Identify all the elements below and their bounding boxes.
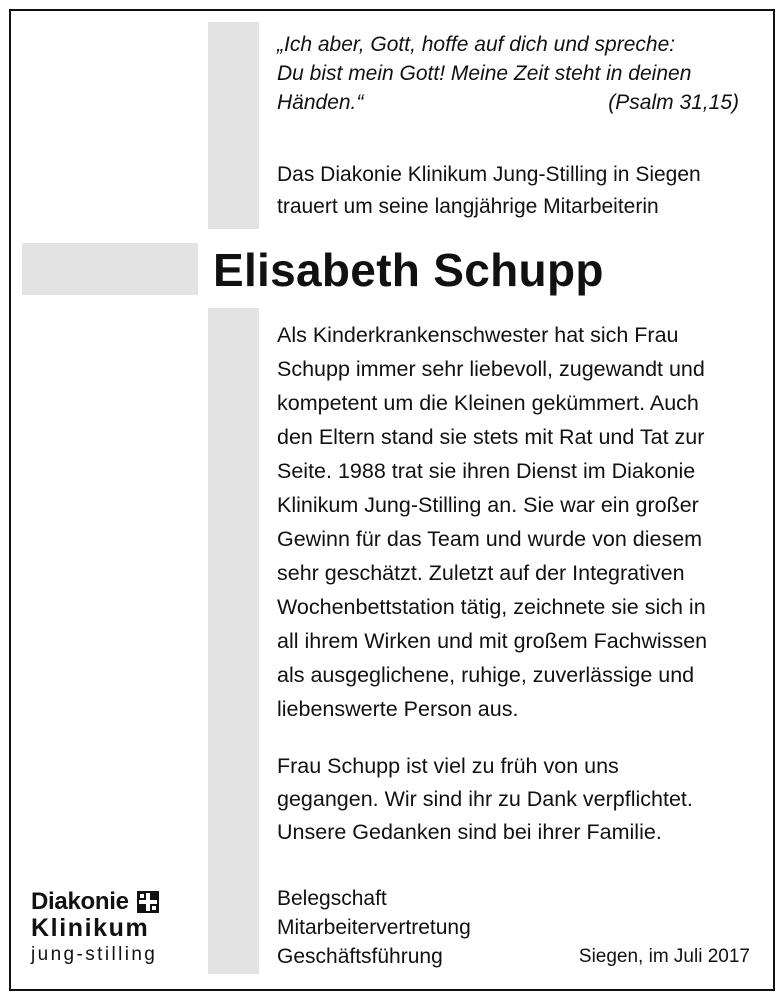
cross-bottom-bar: [208, 308, 259, 974]
psalm-line: Du bist mein Gott! Meine Zeit steht in deinen: [277, 62, 692, 85]
diakonie-cross-icon: [137, 891, 159, 913]
tribute-line: als ausgeglichene, ruhige, zuverlässige und: [277, 663, 695, 687]
tribute-line: Klinikum Jung-Stilling an. Sie war ein großer: [277, 493, 699, 517]
tribute-line: liebenswerte Person aus.: [277, 697, 519, 721]
tribute-text: [277, 318, 767, 726]
tribute-line: Als Kinderkrankenschwester hat sich Frau: [277, 323, 679, 347]
closing-line: gegangen. Wir sind ihr zu Dank verpflichtet.: [277, 787, 693, 811]
tribute-line: sehr geschätzt. Zuletzt auf der Integrativen: [277, 561, 685, 585]
signatory: Belegschaft: [277, 887, 387, 910]
signatory: Mitarbeitervertretung: [277, 916, 471, 939]
intro-line: trauert um seine langjährige Mitarbeiterin: [277, 195, 659, 218]
cross-left-bar: [22, 243, 198, 295]
intro-line: Das Diakonie Klinikum Jung-Stilling in Siegen: [277, 163, 701, 186]
tribute-line: Schupp immer sehr liebevoll, zugewandt und: [277, 357, 705, 381]
logo-line-2: Klinikum: [31, 914, 150, 942]
psalm-line: „Ich aber, Gott, hoffe auf dich und spreche:: [277, 33, 676, 56]
signatories: [277, 884, 537, 971]
tribute-line: den Eltern stand sie stets mit Rat und Tat zur: [277, 425, 705, 449]
closing-line: Unsere Gedanken sind bei ihrer Familie.: [277, 820, 662, 844]
tribute-line: all ihrem Wirken und mit großem Fachwissen: [277, 629, 708, 653]
closing-line: Frau Schupp ist viel zu früh von uns: [277, 754, 619, 778]
tribute-line: Wochenbettstation tätig, zeichnete sie sich in: [277, 595, 706, 619]
psalm-quote: [277, 30, 739, 117]
signatory: Geschäftsführung: [277, 945, 443, 968]
psalm-last-row: [277, 88, 739, 117]
intro-text: [277, 159, 757, 223]
diakonie-logo: [31, 888, 191, 968]
logo-line-3: jung-stilling: [31, 944, 158, 965]
place-date: Siegen, im Juli 2017: [578, 946, 750, 967]
tribute-line: Seite. 1988 trat sie ihren Dienst im Diakonie: [277, 459, 696, 483]
logo-line-1: Diakonie: [31, 888, 129, 915]
psalm-line: Händen.“: [277, 91, 364, 114]
tribute-line: Gewinn für das Team und wurde von diesem: [277, 527, 703, 551]
deceased-name: Elisabeth Schupp: [213, 244, 604, 296]
logo-row: [31, 888, 191, 915]
closing-text: [277, 750, 767, 849]
cross-top-bar: [208, 22, 259, 229]
tribute-line: kompetent um die Kleinen gekümmert. Auch: [277, 391, 699, 415]
psalm-reference: (Psalm 31,15): [608, 91, 739, 114]
